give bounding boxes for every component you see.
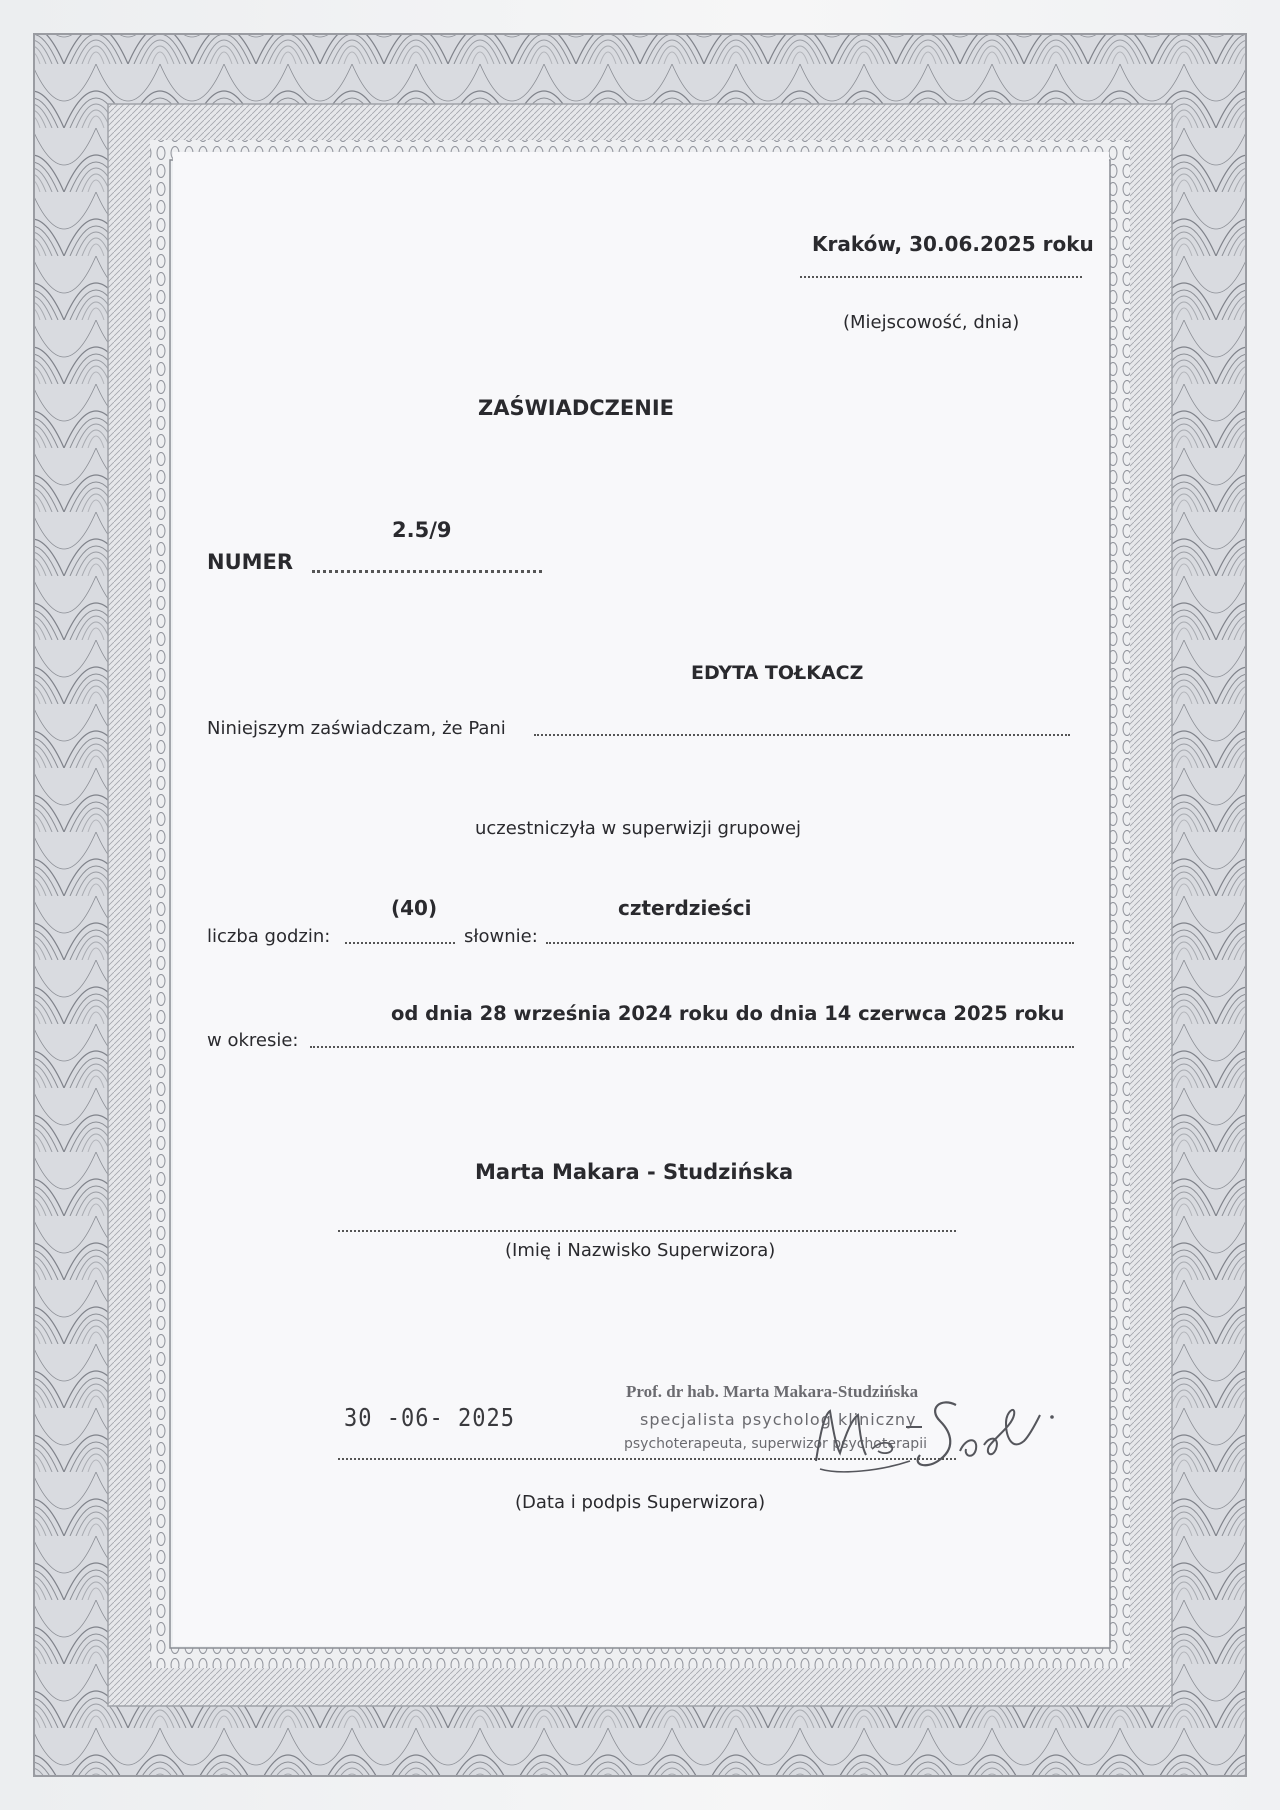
document-title: ZAŚWIADCZENIE <box>478 396 674 420</box>
place-date-value: Kraków, 30.06.2025 roku <box>812 232 1094 256</box>
place-date-caption: (Miejscowość, dnia) <box>843 312 1020 333</box>
signature-dotted-line <box>338 1458 956 1460</box>
supervisor-caption: (Imię i Nazwisko Superwizora) <box>505 1240 776 1261</box>
period-value: od dnia 28 września 2024 roku do dnia 14 czerwca 2025 roku <box>391 1002 1065 1025</box>
hours-label: liczba godzin: <box>207 926 331 947</box>
number-label: NUMER <box>207 550 294 574</box>
place-date-dotted-line <box>800 276 1082 278</box>
stamp-specialty-line: specjalista psycholog kliniczny <box>640 1410 917 1429</box>
certify-label: Niniejszym zaświadczam, że Pani <box>207 718 506 739</box>
stamp-date: 30 -06- 2025 <box>344 1404 515 1433</box>
person-dotted-line <box>534 734 1070 736</box>
hours-words-label: słownie: <box>464 926 538 947</box>
number-value: 2.5/9 <box>392 518 452 542</box>
stamp-title-line: Prof. dr hab. Marta Makara-Studzińska <box>626 1382 919 1401</box>
person-name: EDYTA TOŁKACZ <box>691 662 864 684</box>
participation-text: uczestniczyła w superwizji grupowej <box>475 818 802 839</box>
signature-caption: (Data i podpis Superwizora) <box>515 1492 766 1513</box>
supervisor-name: Marta Makara - Studzińska <box>475 1160 794 1184</box>
hours-words-value: czterdzieści <box>618 896 752 920</box>
hours-value: (40) <box>391 896 438 920</box>
number-dotted-line <box>312 570 542 573</box>
period-label: w okresie: <box>207 1030 299 1051</box>
stamp-role-line: psychoterapeuta, superwizor psychoterapii <box>624 1436 927 1452</box>
supervisor-dotted-line <box>338 1230 956 1232</box>
period-dotted-line <box>310 1046 1074 1048</box>
hours-words-dotted-line <box>546 942 1074 944</box>
hours-dotted-line <box>345 942 455 944</box>
handwritten-signature <box>780 1375 1100 1485</box>
